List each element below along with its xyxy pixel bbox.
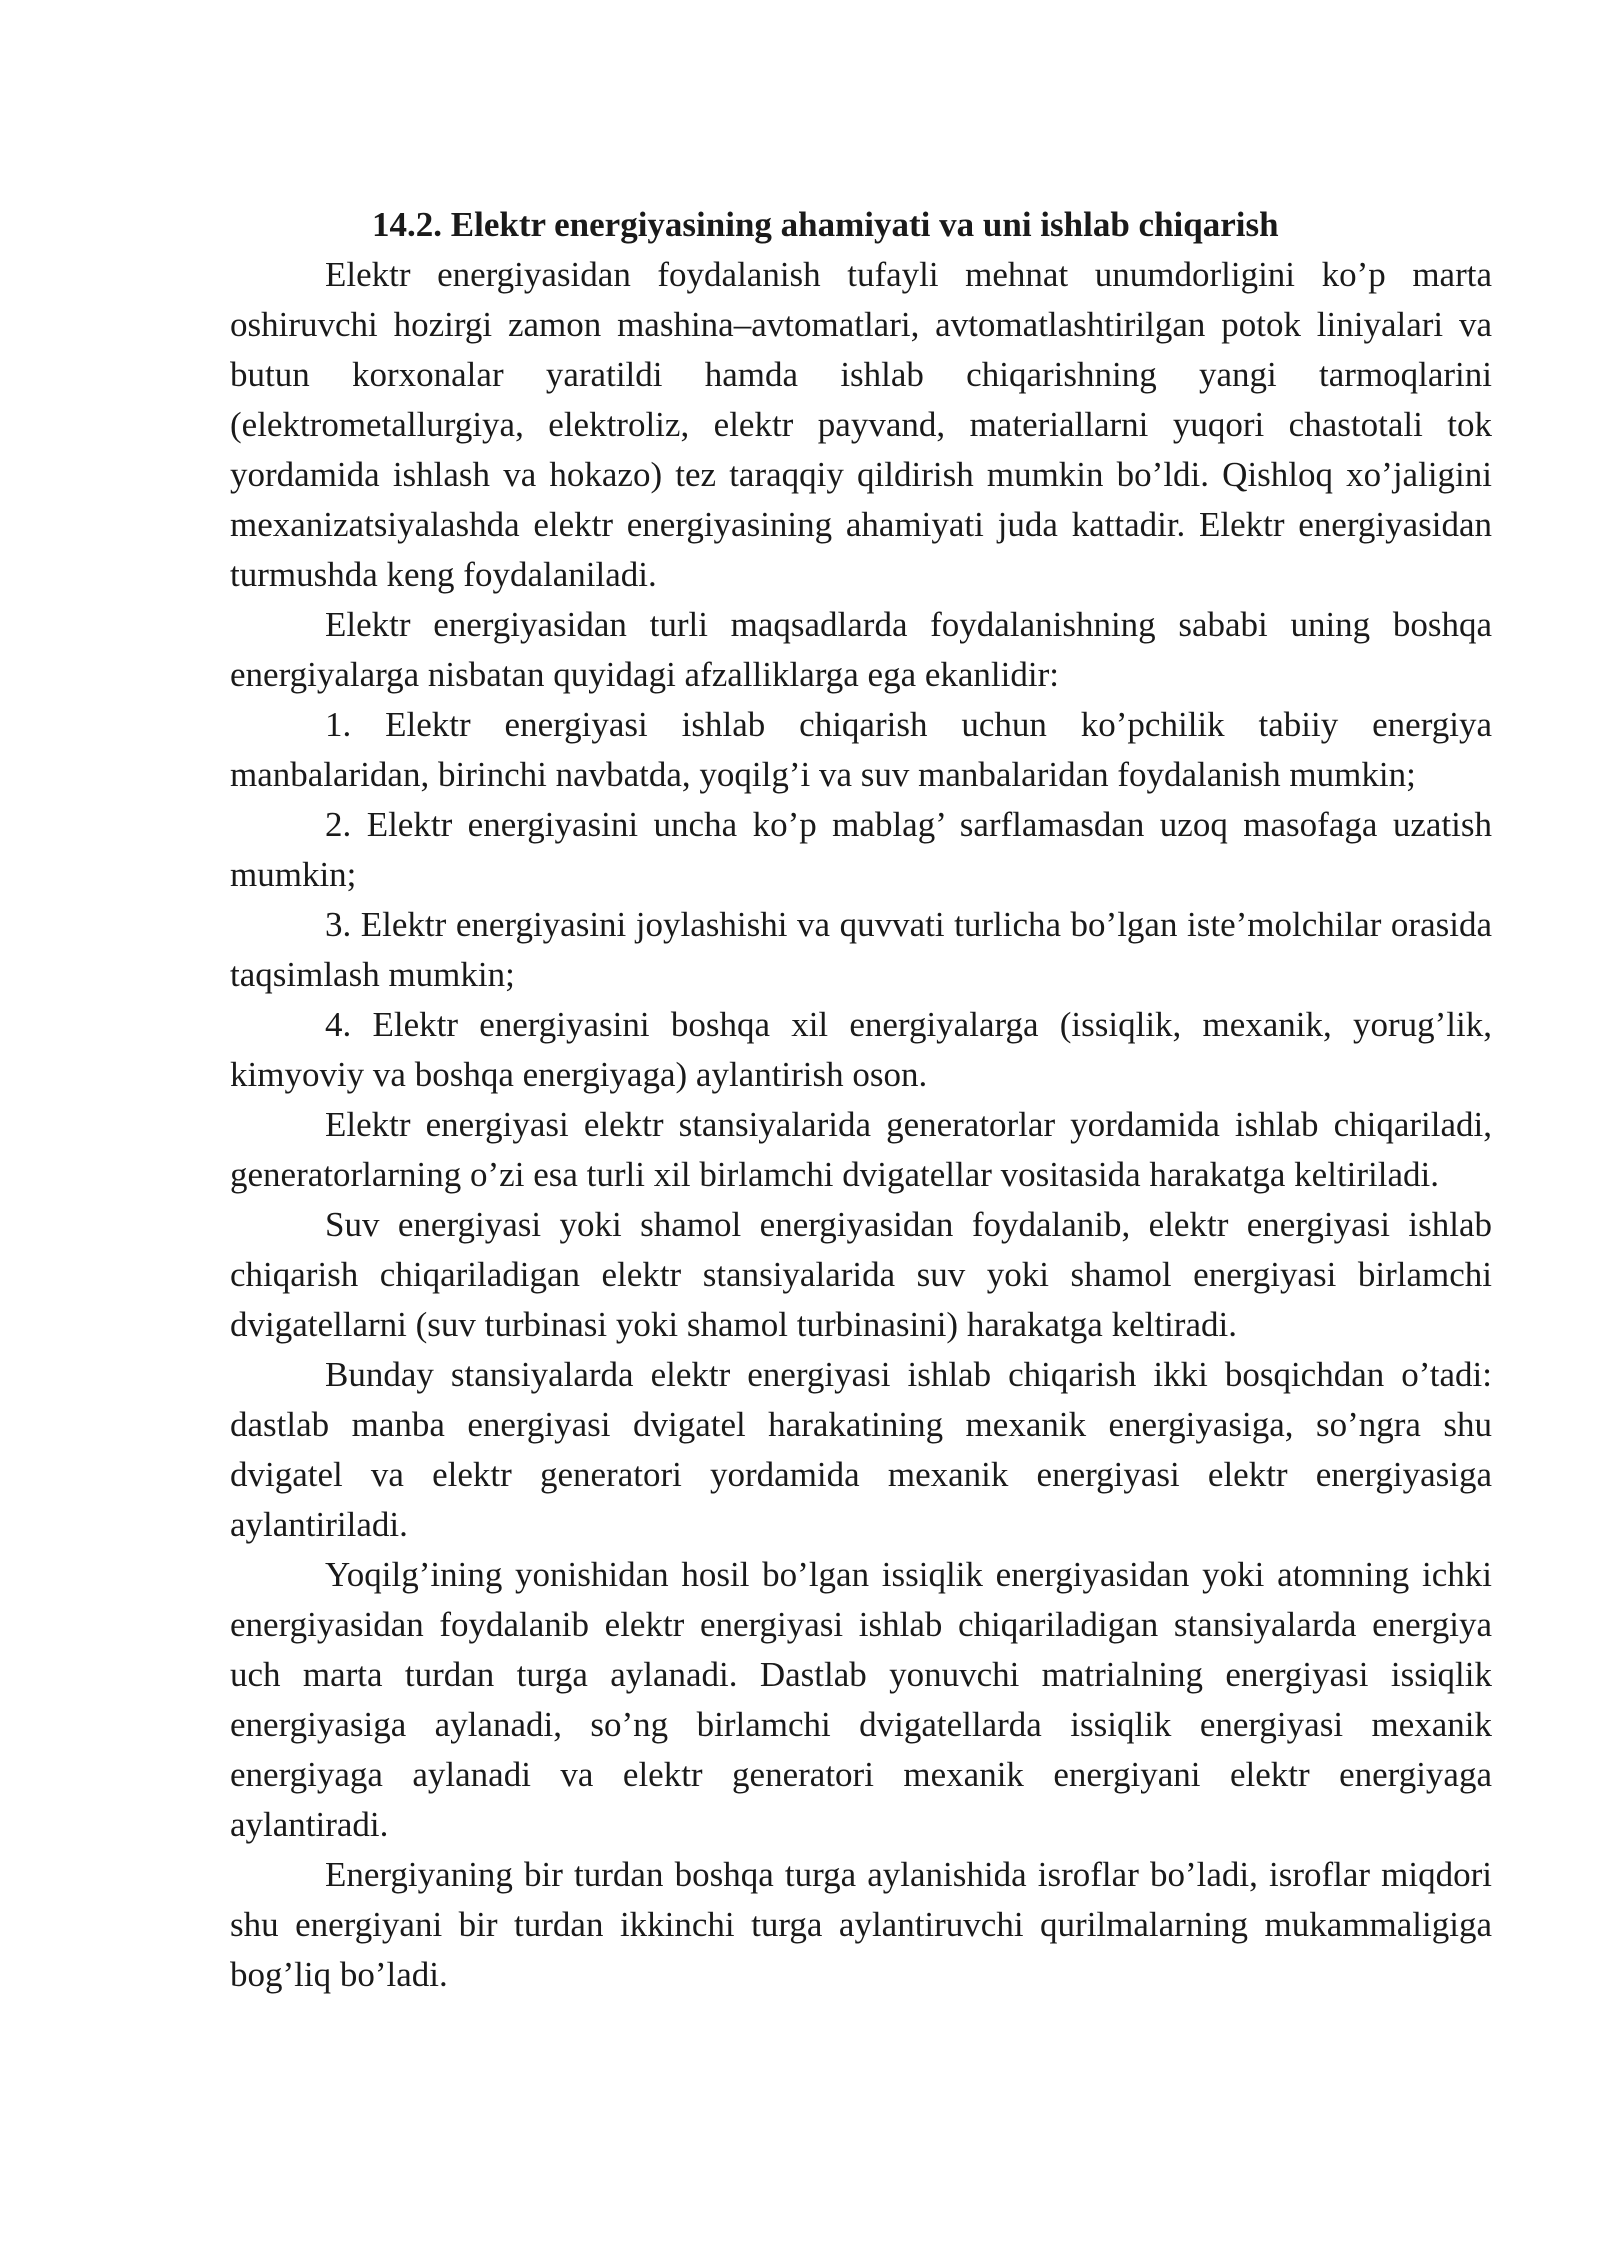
paragraph-thermal-atomic: Yoqilg’ining yonishidan hosil bo’lgan issiqlik energiyasidan yoki atomning ichki energiyasidan foydalanib elektr energiyasi ishlab chiqariladigan stansiyalarda energiya uch marta turdan turga aylanadi. Dastlab yonuvchi matrialning energiyasi issiqlik energiyasiga aylanadi, so’ng birlamchi dvigatellarda issiqlik energiyasi mexanik energiyaga aylanadi va elektr generatori mexanik energiyani elektr energiyaga aylantiradi.: [230, 1555, 1492, 1844]
paragraph-advantages-intro: Elektr energiyasidan turli maqsadlarda foydalanishning sababi uning boshqa energiyalarga nisbatan quyidagi afzalliklarga ega ekanlidir:: [230, 605, 1492, 694]
paragraph-losses: Energiyaning bir turdan boshqa turga aylanishida isroflar bo’ladi, isroflar miqdori shu energiyani bir turdan ikkinchi turga aylantiruvchi qurilmalarning mukammaligiga bog’liq bo’ladi.: [230, 1855, 1492, 1994]
paragraph-water-wind: Suv energiyasi yoki shamol energiyasidan foydalanib, elektr energiyasi ishlab chiqarish chiqariladigan elektr stansiyalarida suv yoki shamol energiyasi birlamchi dvigatellarni (suv turbinasi yoki shamol turbinasini) harakatga keltiradi.: [230, 1205, 1492, 1344]
list-item-3: 3. Elektr energiyasini joylashishi va quvvati turlicha bo’lgan iste’molchilar orasida taqsimlash mumkin;: [230, 905, 1492, 994]
document-body: [230, 200, 1492, 2000]
paragraph-generators: Elektr energiyasi elektr stansiyalarida generatorlar yordamida ishlab chiqariladi, generatorlarning o’zi esa turli xil birlamchi dvigatellar vositasida harakatga keltiriladi.: [230, 1105, 1492, 1194]
list-item-2: 2. Elektr energiyasini uncha ko’p mablag’ sarflamasdan uzoq masofaga uzatish mumkin;: [230, 805, 1492, 894]
paragraph-two-stages: Bunday stansiyalarda elektr energiyasi ishlab chiqarish ikki bosqichdan o’tadi: dastlab manba energiyasi dvigatel harakatining mexanik energiyasiga, so’ngra shu dvigatel va elektr generatori yordamida mexanik energiyasi elektr energiyasiga aylantiriladi.: [230, 1355, 1492, 1544]
list-item-1: 1. Elektr energiyasi ishlab chiqarish uchun ko’pchilik tabiiy energiya manbalaridan, birinchi navbatda, yoqilg’i va suv manbalaridan foydalanish mumkin;: [230, 705, 1492, 794]
list-item-4: 4. Elektr energiyasini boshqa xil energiyalarga (issiqlik, mexanik, yorug’lik, kimyoviy va boshqa energiyaga) aylantirish oson.: [230, 1005, 1492, 1094]
section-heading: 14.2. Elektr energiyasining ahamiyati va uni ishlab chiqarish: [372, 205, 1279, 244]
paragraph-intro: Elektr energiyasidan foydalanish tufayli mehnat unumdorligini ko’p marta oshiruvchi hozirgi zamon mashina–avtomatlari, avtomatlashtirilgan potok liniyalari va butun korxonalar yaratildi hamda ishlab chiqarishning yangi tarmoqlarini (elektrometallurgiya, elektroliz, elektr payvand, materiallarni yuqori chastotali tok yordamida ishlash va hokazo) tez taraqqiy qildirish mumkin bo’ldi. Qishloq xo’jaligini mexanizatsiyalashda elektr energiyasining ahamiyati juda kattadir. Elektr energiyasidan turmushda keng foydalaniladi.: [230, 255, 1492, 594]
